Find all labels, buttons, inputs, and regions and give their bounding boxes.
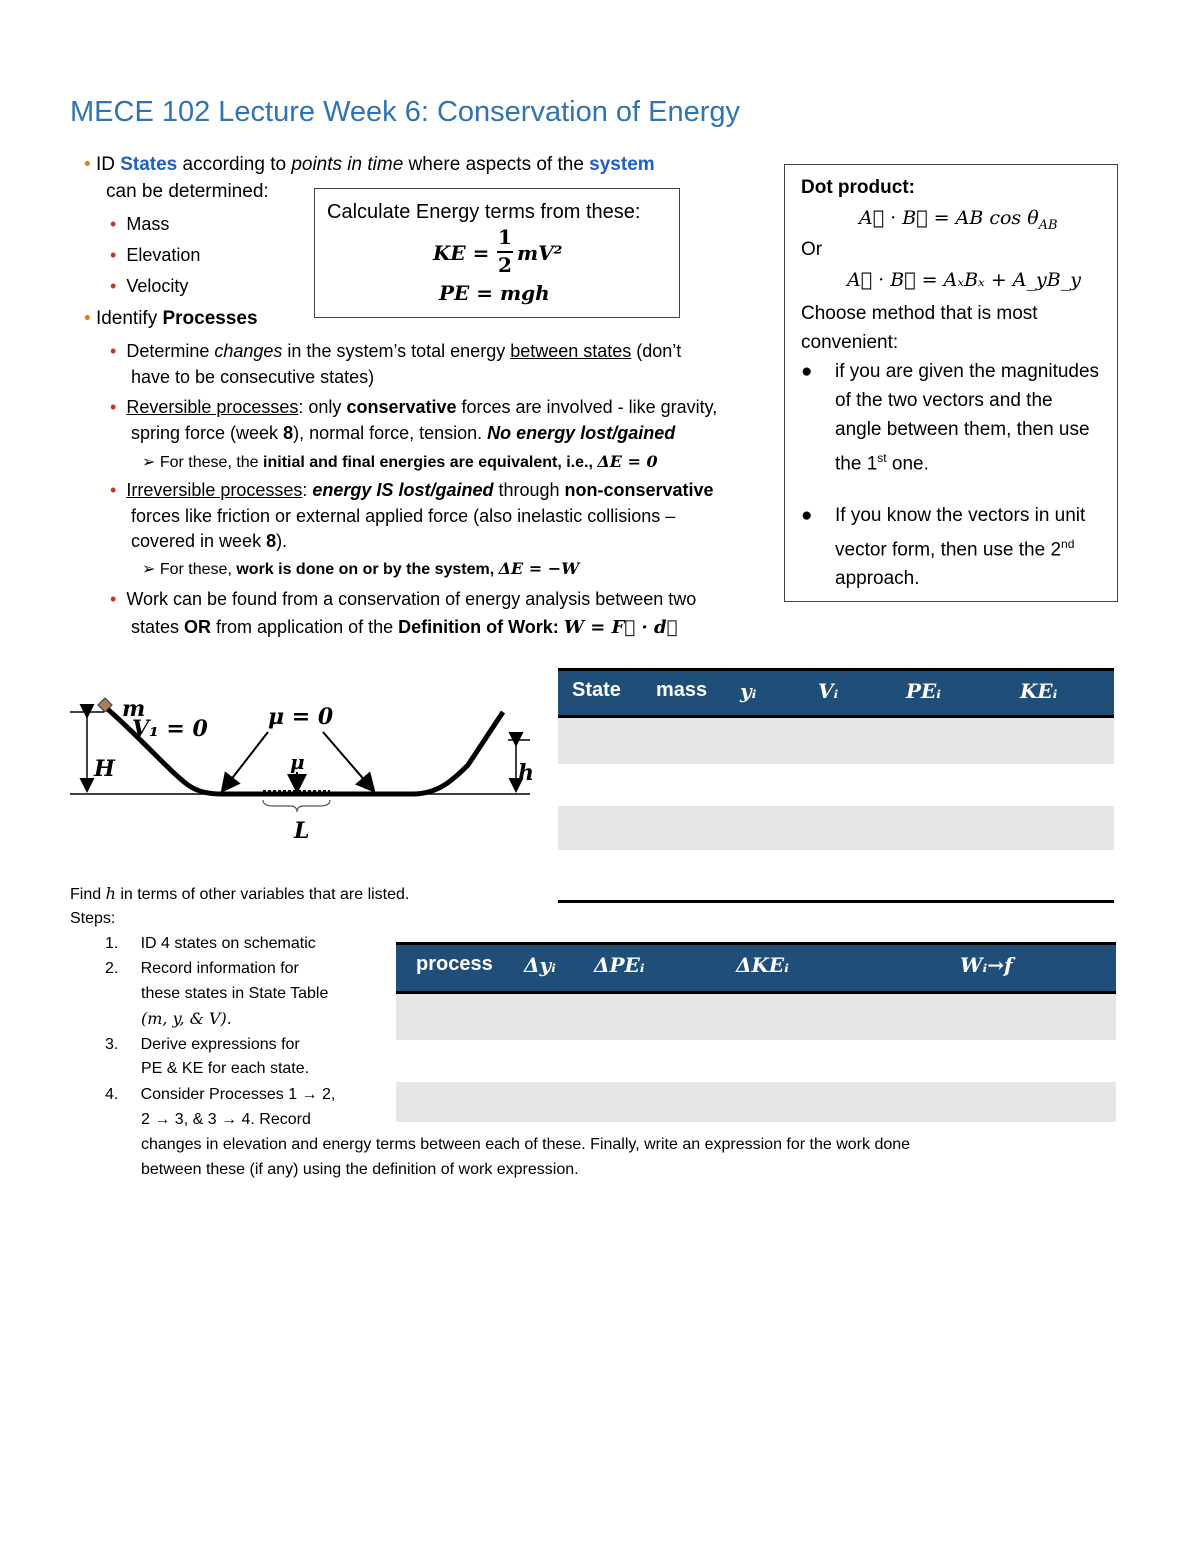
state-table bbox=[558, 668, 1114, 903]
table-row[interactable] bbox=[558, 718, 1114, 764]
find-h: Find h in terms of other variables that are listed. bbox=[70, 884, 410, 903]
dot-product-box bbox=[784, 164, 1118, 602]
step-4-line3: changes in elevation and energy terms between each of these. Finally, write an expression for the work done bbox=[141, 1136, 911, 1153]
step-3: 3. Derive expressions for bbox=[105, 1036, 300, 1053]
processes-bullet: • Identify Processes bbox=[84, 308, 258, 329]
ke-lhs: KE = bbox=[433, 241, 490, 265]
step-2-line2: these states in State Table bbox=[141, 985, 329, 1002]
states-bullet-line2: can be determined: bbox=[106, 181, 269, 202]
energy-box-heading: Calculate Energy terms from these: bbox=[327, 201, 641, 223]
steps-label: Steps: bbox=[70, 910, 116, 927]
ke-rhs: mV² bbox=[517, 241, 563, 265]
process-bullet-work: • Work can be found from a conservation of energy analysis between two bbox=[110, 589, 697, 609]
mu-zero-arrow-right bbox=[323, 732, 373, 790]
step-4-line2: 2 → 3, & 3 → 4. Record bbox=[141, 1111, 311, 1128]
irreversible-line3: covered in week 8). bbox=[131, 531, 288, 551]
dot-eq1: A⃗ · B⃗ = AB $\cos \theta_{AB}$ bbox=[859, 207, 1058, 233]
pe-formula: PE = mgh bbox=[439, 281, 550, 305]
table-row[interactable] bbox=[396, 1040, 1116, 1082]
process-bullet-reversible-line2: spring force (week 8), normal force, tension. No energy lost/gained bbox=[131, 423, 676, 443]
header-pe: PEᵢ bbox=[906, 679, 942, 703]
label-mu-zero: μ = 0 bbox=[268, 704, 334, 730]
header-dpe: ΔPEᵢ bbox=[594, 953, 645, 977]
dot-eq2: A⃗ · B⃗ = AₓBₓ + A_yB_y bbox=[847, 269, 1081, 291]
dot-or: Or bbox=[801, 239, 823, 260]
reversible-sub-bullet: ➢ For these, the initial and final energies are equivalent, i.e., ΔE = 0 bbox=[142, 452, 658, 471]
bullet-dot: • bbox=[84, 154, 91, 175]
process-bullet-work-line2: states OR from application of the Definition of Work: W = F⃗ · d⃗ bbox=[131, 617, 678, 638]
page-title: MECE 102 Lecture Week 6: Conservation of Energy bbox=[70, 96, 741, 128]
table-row[interactable] bbox=[396, 994, 1116, 1040]
header-dy: Δyᵢ bbox=[524, 953, 556, 977]
label-H: H bbox=[94, 756, 115, 782]
table-row[interactable] bbox=[396, 1082, 1116, 1122]
process-bullet-changes-line2: have to be consecutive states) bbox=[131, 367, 375, 387]
L-bracket bbox=[263, 800, 330, 812]
header-ke: KEᵢ bbox=[1020, 679, 1058, 703]
energy-formula-box bbox=[314, 188, 680, 318]
label-m: m bbox=[122, 696, 146, 722]
header-v: Vᵢ bbox=[818, 679, 839, 703]
dot-choose: Choose method that is most convenient: bbox=[801, 303, 1038, 353]
step-1: 1. ID 4 states on schematic bbox=[105, 935, 316, 952]
process-bullet-reversible: • Reversible processes: only conservative forces are involved - like gravity, bbox=[110, 397, 718, 417]
process-bullet-changes: • Determine changes in the system’s total energy between states (don’t bbox=[110, 341, 682, 361]
mu-zero-arrow-left bbox=[223, 732, 268, 790]
irreversible-line2: forces like friction or external applied force (also inelastic collisions – bbox=[131, 506, 676, 526]
table-row[interactable] bbox=[558, 806, 1114, 850]
table-row[interactable] bbox=[558, 764, 1114, 806]
step-2-line3: (m, y, & V). bbox=[141, 1009, 232, 1028]
state-table-header bbox=[558, 668, 1114, 718]
process-table bbox=[396, 942, 1116, 1122]
list-item: • Velocity bbox=[110, 276, 189, 296]
header-work: Wᵢ→f bbox=[960, 953, 1013, 977]
step-4: 4. Consider Processes 1 → 2, bbox=[105, 1086, 336, 1103]
header-dke: ΔKEᵢ bbox=[736, 953, 789, 977]
dot-bullet-2: ● If you know the vectors in unit vector form, then use the 2nd approach. bbox=[801, 505, 1086, 590]
states-bullet: • ID States according to points in time where aspects of the system bbox=[84, 154, 655, 175]
header-state: State bbox=[572, 679, 621, 701]
process-bullet-irreversible: • Irreversible processes: energy IS lost/gained through non-conservative bbox=[110, 480, 714, 500]
label-L: L bbox=[294, 818, 310, 844]
label-mu: μ bbox=[290, 750, 305, 774]
table-row[interactable] bbox=[558, 850, 1114, 903]
dot-bullet-1: ● if you are given the magnitudes of the two vectors and the angle between them, then use the 1st one. bbox=[801, 361, 1100, 475]
process-table-header bbox=[396, 942, 1116, 994]
step-3-line2: PE & KE for each state. bbox=[141, 1060, 310, 1077]
step-2: 2. Record information for bbox=[105, 960, 299, 977]
header-process: process bbox=[416, 953, 493, 975]
list-item: • Elevation bbox=[110, 245, 201, 265]
irreversible-sub-bullet: ➢ For these, work is done on or by the system, ΔE = −W bbox=[142, 559, 580, 578]
dot-heading: Dot product: bbox=[801, 177, 915, 198]
step-4-line4: between these (if any) using the definition of work expression. bbox=[141, 1161, 579, 1178]
label-v1: V₁ = 0 bbox=[132, 716, 208, 742]
header-y: yᵢ bbox=[740, 679, 757, 703]
header-mass: mass bbox=[656, 679, 708, 701]
ke-numerator: 1 bbox=[498, 225, 512, 249]
list-item: • Mass bbox=[110, 214, 170, 234]
ke-denominator: 2 bbox=[498, 253, 512, 277]
label-h: h bbox=[518, 760, 534, 786]
